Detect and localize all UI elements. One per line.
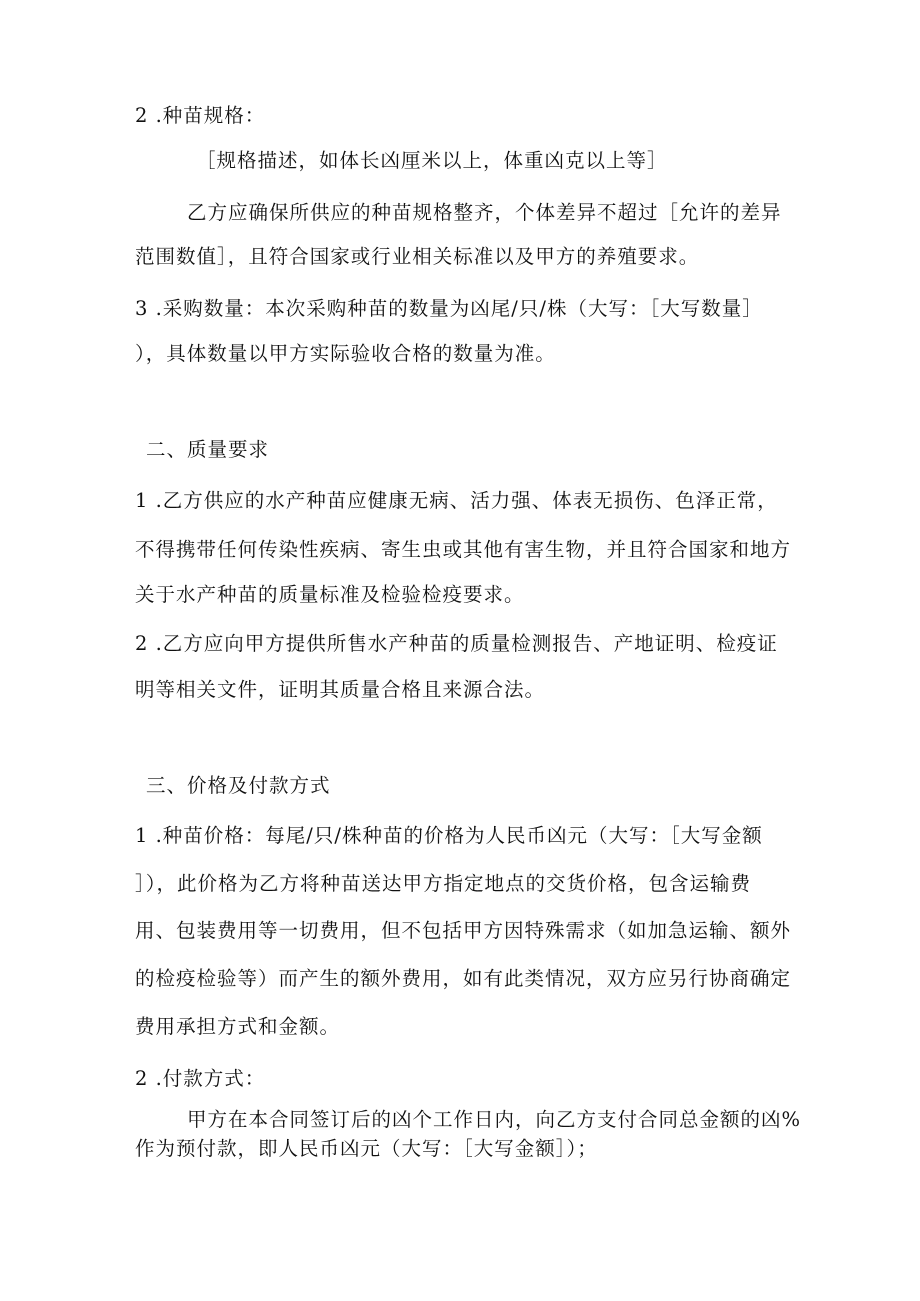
paragraph-line: 关于水产种苗的质量标准及检验检疫要求。 (135, 583, 525, 606)
paragraph-line: 的检疫检验等）而产生的额外费用，如有此类情况，双方应另行协商确定 (135, 967, 792, 990)
paragraph-line: ），具体数量以甲方实际验收合格的数量为准。 (135, 342, 556, 365)
paragraph-line: 明等相关文件，证明其质量合格且来源合法。 (135, 678, 546, 701)
payment-item-heading: 2 .付款方式： (135, 1067, 266, 1090)
paragraph-line: 不得携带任何传染性疾病、寄生虫或其他有害生物，并且符合国家和地方 (135, 538, 792, 561)
paragraph-line: ］），此价格为乙方将种苗送达甲方指定地点的交货价格，包含运输费 (135, 872, 752, 895)
quantity-item-heading: 3 .采购数量：本次采购种苗的数量为凶尾/只/株（大写：［大写数量］ (135, 297, 763, 320)
section-heading-quality: 二、质量要求 (146, 438, 270, 461)
quality-item-1: 1 .乙方供应的水产种苗应健康无病、活力强、体表无损伤、色泽正常， (135, 489, 778, 512)
price-item-1: 1 .种苗价格：每尾/只/株种苗的价格为人民币凶元（大写：［大写金额 (135, 824, 763, 847)
paragraph-line: 作为预付款，即人民币凶元（大写：［大写金额］）； (135, 1137, 598, 1160)
spec-item-heading: 2 .种苗规格： (135, 104, 266, 127)
section-heading-price: 三、价格及付款方式 (146, 774, 331, 797)
paragraph-line: 乙方应确保所供应的种苗规格整齐，个体差异不超过［允许的差异 (187, 201, 782, 224)
spec-description-placeholder: ［规格描述，如体长凶厘米以上，体重凶克以上等］ (196, 149, 668, 172)
quality-item-2: 2 .乙方应向甲方提供所售水产种苗的质量检测报告、产地证明、检疫证 (135, 632, 778, 655)
paragraph-line: 范围数值］，且符合国家或行业相关标准以及甲方的养殖要求。 (135, 245, 700, 268)
paragraph-line: 用、包装费用等一切费用，但不包括甲方因特殊需求（如加急运输、额外 (135, 919, 792, 942)
paragraph-line: 甲方在本合同签订后的凶个工作日内，向乙方支付合同总金额的凶% (187, 1108, 802, 1131)
paragraph-line: 费用承担方式和金额。 (135, 1015, 341, 1038)
